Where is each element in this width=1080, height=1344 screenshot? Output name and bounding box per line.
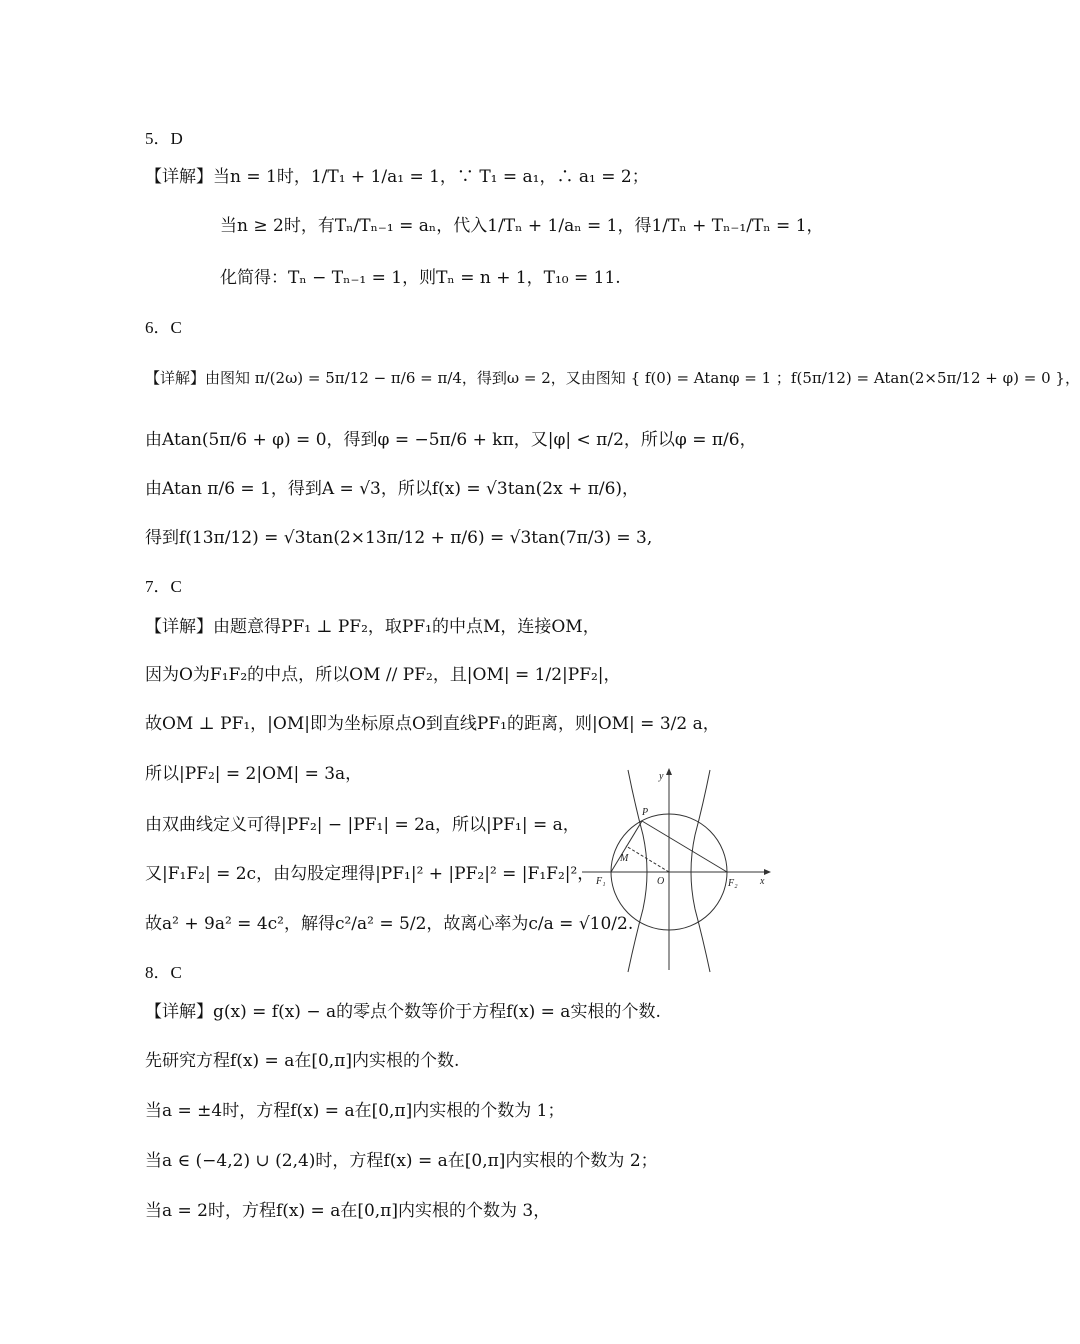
- hyperbola-figure: [578, 765, 778, 975]
- problem-6-line-3: 由Atan π/6 = 1，得到A = √3，所以f(x) = √3tan(2x + π/6)，: [145, 479, 640, 499]
- label-M: M: [620, 853, 629, 864]
- problem-6-line-1: 【详解】由图知 π/(2ω) = 5π/12 − π/6 = π/4，得到ω = 2，又由图知 { f(0) = Atanφ = 1 ；f(5π/12) = Atan(2×5π/12 + φ) = 0 }，: [145, 369, 1080, 387]
- label-F2: F₂: [728, 878, 738, 889]
- hyperbola-right-branch: [691, 770, 710, 972]
- problem-8-line-5: 当a = 2时，方程f(x) = a在[0,π]内实根的个数为 3，: [145, 1201, 551, 1221]
- label-P: P: [642, 807, 649, 818]
- problem-7-line-6: 又|F₁F₂| = 2c，由勾股定理得|PF₁|² + |PF₂|² = |F₁F₂|²，: [145, 864, 595, 884]
- problem-5-line-3: 化简得：Tₙ − Tₙ₋₁ = 1，则Tₙ = n + 1，T₁₀ = 11.: [220, 268, 621, 288]
- problem-5-line-1: 【详解】当n = 1时，1/T₁ + 1/a₁ = 1，∵ T₁ = a₁，∴ a₁ = 2；: [145, 167, 649, 187]
- problem-8-line-1: 【详解】g(x) = f(x) − a的零点个数等价于方程f(x) = a实根的个数.: [145, 1002, 661, 1022]
- label-y: y: [659, 771, 664, 782]
- problem-8-heading: 8．C: [145, 963, 182, 982]
- segment-OM: [626, 846, 669, 872]
- problem-7-line-1: 【详解】由题意得PF₁ ⊥ PF₂，取PF₁的中点M，连接OM，: [145, 617, 600, 637]
- problem-7-line-2: 因为O为F₁F₂的中点，所以OM // PF₂，且|OM| = 1/2|PF₂|，: [145, 665, 621, 685]
- problem-8-line-3: 当a = ±4时，方程f(x) = a在[0,π]内实根的个数为 1；: [145, 1101, 565, 1121]
- problem-7-line-7: 故a² + 9a² = 4c²，解得c²/a² = 5/2，故离心率为c/a = √10/2.: [145, 914, 634, 934]
- problem-8-line-4: 当a ∈ (−4,2) ∪ (2,4)时，方程f(x) = a在[0,π]内实根的个数为 2；: [145, 1151, 658, 1171]
- problem-7-line-3: 故OM ⊥ PF₁，|OM|即为坐标原点O到直线PF₁的距离，则|OM| = 3/2 a，: [145, 714, 720, 734]
- problem-5-line-2: 当n ≥ 2时，有Tₙ/Tₙ₋₁ = aₙ，代入1/Tₙ + 1/aₙ = 1，得1/Tₙ + Tₙ₋₁/Tₙ = 1，: [220, 216, 824, 236]
- label-O: O: [657, 876, 665, 887]
- segment-PF2: [642, 821, 727, 872]
- problem-7-line-5: 由双曲线定义可得|PF₂| − |PF₁| = 2a，所以|PF₁| = a，: [145, 815, 580, 835]
- problem-7-line-4: 所以|PF₂| = 2|OM| = 3a，: [145, 764, 363, 784]
- problem-8-line-2: 先研究方程f(x) = a在[0,π]内实根的个数.: [145, 1051, 460, 1071]
- problem-6-heading: 6．C: [145, 318, 182, 337]
- hyperbola-left-branch: [628, 770, 647, 972]
- label-x: x: [760, 876, 765, 887]
- label-F1: F₁: [596, 876, 606, 887]
- y-axis-arrow: [666, 768, 672, 775]
- problem-7-heading: 7．C: [145, 577, 182, 596]
- segment-PF1: [611, 821, 642, 872]
- problem-6-line-2: 由Atan(5π/6 + φ) = 0，得到φ = −5π/6 + kπ，又|φ| < π/2，所以φ = π/6，: [145, 430, 757, 450]
- problem-6-line-4: 得到f(13π/12) = √3tan(2×13π/12 + π/6) = √3tan(7π/3) = 3,: [145, 528, 653, 548]
- problem-5-heading: 5．D: [145, 129, 183, 148]
- x-axis-arrow: [764, 869, 771, 875]
